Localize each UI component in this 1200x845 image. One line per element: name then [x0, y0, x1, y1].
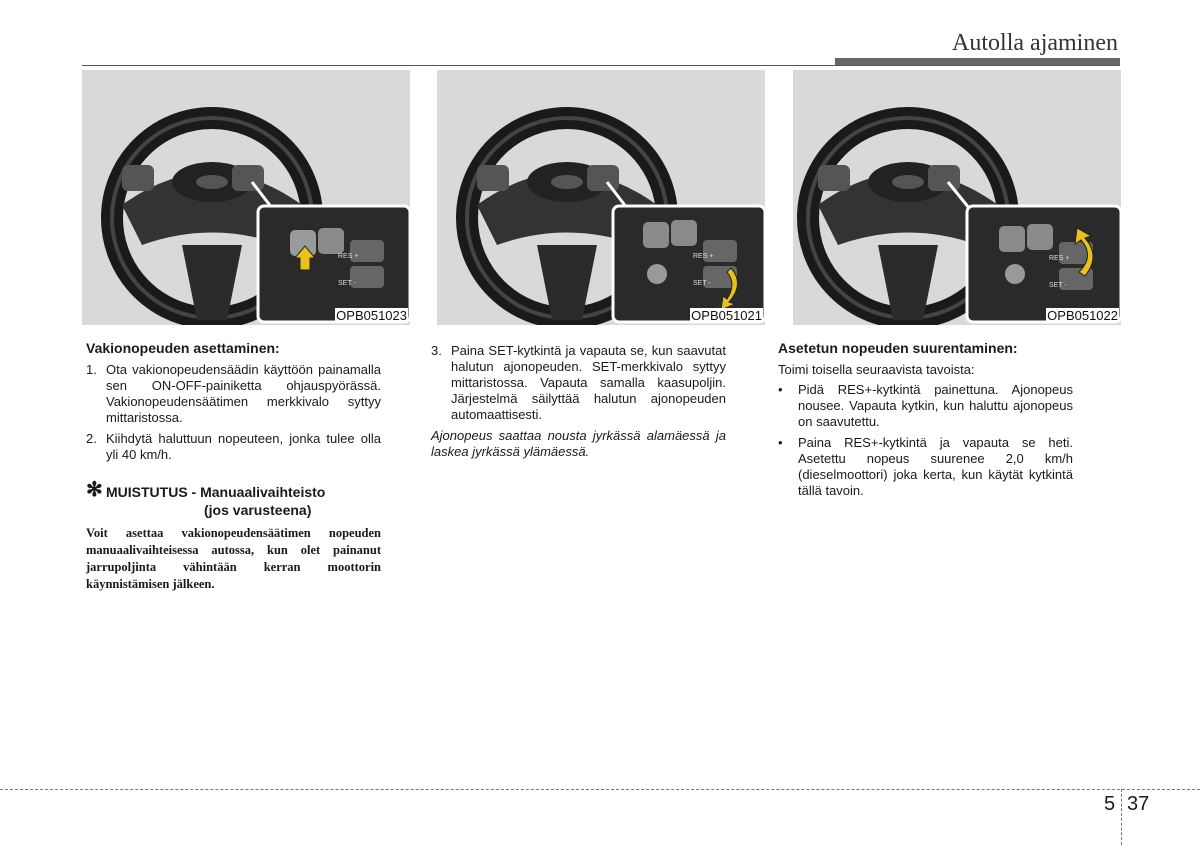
italic-note: Ajonopeus saattaa nousta jyrkässä alamäessä ja laskea jyrkässä ylämäessä. — [431, 428, 726, 459]
bullet-text: Paina RES+-kytkintä ja vapauta se heti. Asetettu nopeus suurenee 2,0 km/h (dieselmoottori) joka kerta, kun käytät kytkintä tällä tavoin. — [798, 435, 1073, 498]
column-increase-speed — [778, 340, 1073, 504]
bullet-icon: • — [778, 382, 783, 397]
bullet-icon: • — [778, 435, 783, 450]
res-switch-label: RES + — [338, 253, 359, 260]
figure-steering-wheel-res — [793, 70, 1121, 325]
intro-text: Toimi toisella seuraavista tavoista: — [778, 362, 975, 377]
section-number: 5 — [1104, 793, 1116, 815]
bullet-list — [778, 382, 1073, 499]
section-heading: Asetetun nopeuden suurentaminen: — [778, 340, 1018, 356]
figure-code: OPB051023 — [336, 308, 407, 323]
section-heading: Vakionopeuden asettaminen: — [86, 340, 280, 356]
list-item — [778, 382, 1073, 430]
page-header-title: Autolla ajaminen — [952, 30, 1118, 56]
res-switch-label: RES + — [693, 253, 714, 260]
figure-code: OPB051022 — [1047, 308, 1118, 323]
steering-wheel-illustration — [437, 70, 765, 325]
list-item — [86, 431, 381, 463]
note-subtitle: (jos varusteena) — [204, 502, 312, 518]
note-asterisk-icon: ✻ — [86, 479, 103, 501]
list-item — [431, 343, 726, 423]
footer-divider — [1121, 789, 1122, 845]
figure-steering-wheel-on-off — [82, 70, 410, 325]
figure-code: OPB051021 — [691, 308, 762, 323]
figure-steering-wheel-set — [437, 70, 765, 325]
set-switch-label: SET - — [693, 280, 711, 287]
set-switch-label: SET - — [338, 280, 356, 287]
step-number: 3. — [431, 343, 442, 358]
steering-wheel-illustration — [793, 70, 1121, 325]
res-switch-label: RES + — [1049, 255, 1070, 262]
list-item — [86, 362, 381, 426]
footer-rule — [0, 789, 1200, 790]
set-switch-label: SET - — [1049, 282, 1067, 289]
steps-list — [86, 362, 381, 463]
steps-list — [431, 343, 726, 423]
list-item — [778, 435, 1073, 499]
step-number: 2. — [86, 431, 97, 446]
step-text: Ota vakionopeudensäädin käyttöön painamalla sen ON-OFF-painiketta ohjauspyörässä. Vakionopeudensäätimen merkkivalo syttyy mittaristossa. — [106, 362, 381, 425]
column-set-switch — [431, 343, 726, 460]
steering-wheel-illustration — [82, 70, 410, 325]
note-heading — [86, 479, 381, 501]
header-rule — [82, 65, 1120, 66]
bullet-text: Pidä RES+-kytkintä painettuna. Ajonopeus nousee. Vapauta kytkin, kun haluttu ajonopeus on saavutettu. — [798, 382, 1073, 429]
step-number: 1. — [86, 362, 97, 377]
note-title: MUISTUTUS - Manuaalivaihteisto — [106, 484, 326, 500]
note-body: Voit asettaa vakionopeudensäätimen nopeuden manuaalivaihteisessa autossa, kun olet painanut jarrupoljinta vähintään kerran moottorin käynnistämisen jälkeen. — [86, 526, 381, 591]
step-text: Kiihdytä haluttuun nopeuteen, jonka tulee olla yli 40 km/h. — [106, 431, 381, 462]
page-number: 37 — [1127, 793, 1150, 815]
column-set-speed — [86, 340, 381, 593]
step-text: Paina SET-kytkintä ja vapauta se, kun saavutat halutun ajonopeuden. SET-merkkivalo syttyy mittaristossa. Vapauta samalla kaasupoljin. Järjestelmä säilyttää halutun ajonopeuden automaattisesti. — [451, 343, 726, 422]
